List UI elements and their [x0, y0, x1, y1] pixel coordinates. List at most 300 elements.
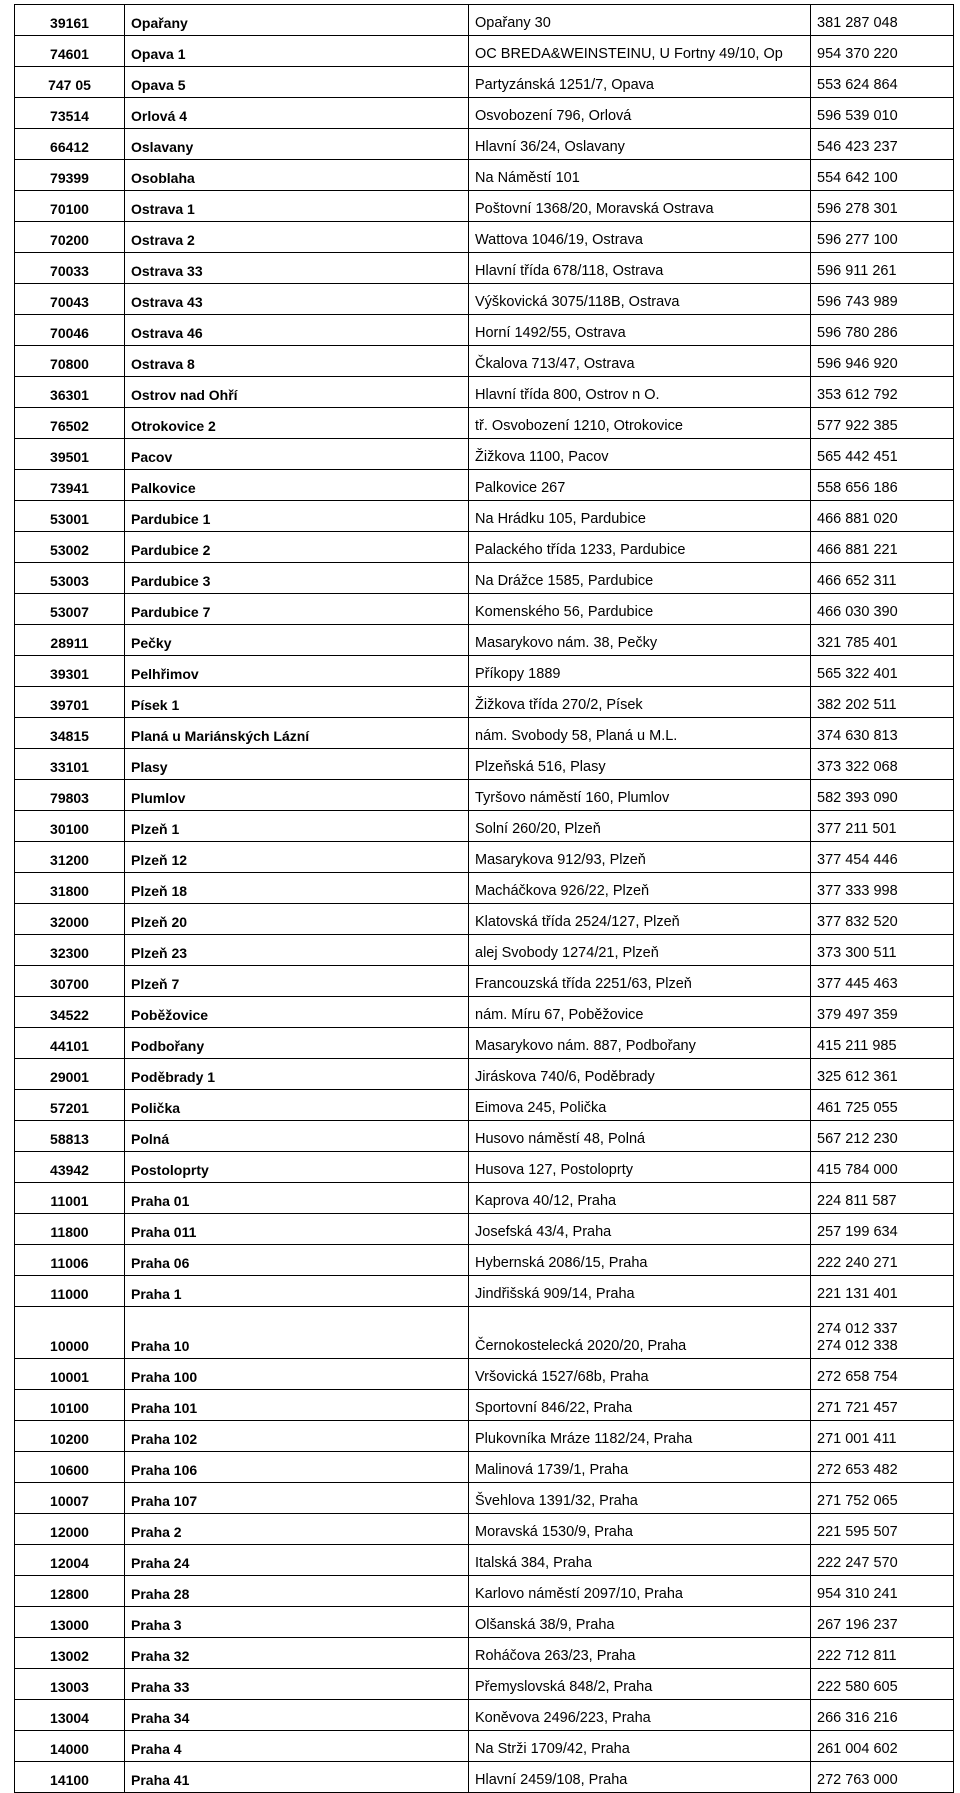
office-name-cell: Polná [125, 1121, 469, 1152]
table-row [15, 315, 954, 346]
office-name-cell: Plzeň 23 [125, 935, 469, 966]
phone-number: 466 652 311 [817, 573, 897, 589]
phone-number: 415 784 000 [817, 1162, 898, 1178]
office-name-cell: Praha 01 [125, 1183, 469, 1214]
phone-cell [811, 1390, 954, 1421]
phone-cell [811, 904, 954, 935]
phone-cell [811, 1421, 954, 1452]
office-name-cell: Praha 2 [125, 1514, 469, 1545]
office-name-cell: Plzeň 12 [125, 842, 469, 873]
office-name-cell: Praha 100 [125, 1359, 469, 1390]
postal-code-cell: 11006 [15, 1245, 125, 1276]
phone-cell [811, 191, 954, 222]
office-name-cell: Ostrava 43 [125, 284, 469, 315]
office-name-cell: Ostrava 33 [125, 253, 469, 284]
table-row [15, 594, 954, 625]
table-row [15, 1059, 954, 1090]
office-name-cell: Praha 106 [125, 1452, 469, 1483]
address-cell: Hlavní 2459/108, Praha [469, 1762, 811, 1793]
address-cell: Eimova 245, Polička [469, 1090, 811, 1121]
table-row [15, 439, 954, 470]
phone-number: 466 881 020 [817, 511, 898, 527]
phone-number: 558 656 186 [817, 480, 898, 496]
postal-code-cell: 70800 [15, 346, 125, 377]
phone-number: 596 743 989 [817, 294, 898, 310]
phone-cell [811, 1762, 954, 1793]
office-name-cell: Praha 32 [125, 1638, 469, 1669]
phone-cell [811, 1638, 954, 1669]
phone-number: 271 001 411 [817, 1431, 897, 1447]
postal-code-cell: 34522 [15, 997, 125, 1028]
phone-number: 221 131 401 [817, 1286, 898, 1302]
address-cell: nám. Míru 67, Poběžovice [469, 997, 811, 1028]
phone-cell [811, 346, 954, 377]
postal-code-cell: 76502 [15, 408, 125, 439]
table-row [15, 873, 954, 904]
address-cell: Olšanská 38/9, Praha [469, 1607, 811, 1638]
address-cell: Roháčova 263/23, Praha [469, 1638, 811, 1669]
phone-cell [811, 718, 954, 749]
phone-number: 272 653 482 [817, 1462, 898, 1478]
office-name-cell: Poběžovice [125, 997, 469, 1028]
post-office-table [14, 4, 954, 1793]
phone-number: 373 300 511 [817, 945, 897, 961]
office-name-cell: Pardubice 2 [125, 532, 469, 563]
phone-number: 377 445 463 [817, 976, 898, 992]
office-name-cell: Pardubice 1 [125, 501, 469, 532]
table-row [15, 1576, 954, 1607]
table-row [15, 1545, 954, 1576]
postal-code-cell: 31200 [15, 842, 125, 873]
office-name-cell: Praha 28 [125, 1576, 469, 1607]
phone-cell [811, 1276, 954, 1307]
phone-cell [811, 935, 954, 966]
table-row [15, 842, 954, 873]
phone-cell [811, 749, 954, 780]
address-cell: Hlavní 36/24, Oslavany [469, 129, 811, 160]
address-cell: Výškovická 3075/118B, Ostrava [469, 284, 811, 315]
phone-cell [811, 1214, 954, 1245]
postal-code-cell: 13002 [15, 1638, 125, 1669]
phone-cell [811, 1545, 954, 1576]
office-name-cell: Praha 102 [125, 1421, 469, 1452]
address-cell: Hlavní třída 800, Ostrov n O. [469, 377, 811, 408]
phone-number: 596 278 301 [817, 201, 898, 217]
table-row [15, 377, 954, 408]
phone-cell [811, 997, 954, 1028]
office-name-cell: Pardubice 3 [125, 563, 469, 594]
postal-code-cell: 32000 [15, 904, 125, 935]
table-row [15, 780, 954, 811]
office-name-cell: Praha 41 [125, 1762, 469, 1793]
table-row [15, 408, 954, 439]
table-row [15, 1390, 954, 1421]
table-row [15, 1090, 954, 1121]
phone-number: 222 240 271 [817, 1255, 898, 1271]
phone-cell [811, 811, 954, 842]
phone-number: 954 310 241 [817, 1586, 898, 1602]
table-row [15, 470, 954, 501]
phone-cell [811, 873, 954, 904]
phone-number: 415 211 985 [817, 1038, 897, 1054]
postal-code-cell: 79803 [15, 780, 125, 811]
table-row [15, 532, 954, 563]
phone-cell [811, 966, 954, 997]
phone-number: 222 580 605 [817, 1679, 898, 1695]
table-row [15, 5, 954, 36]
address-cell: Tyršovo náměstí 160, Plumlov [469, 780, 811, 811]
postal-code-cell: 44101 [15, 1028, 125, 1059]
office-name-cell: Orlová 4 [125, 98, 469, 129]
office-name-cell: Ostrava 8 [125, 346, 469, 377]
address-cell: Husova 127, Postoloprty [469, 1152, 811, 1183]
postal-code-cell: 747 05 [15, 67, 125, 98]
postal-code-cell: 13004 [15, 1700, 125, 1731]
office-name-cell: Ostrava 2 [125, 222, 469, 253]
office-name-cell: Praha 33 [125, 1669, 469, 1700]
postal-code-cell: 30100 [15, 811, 125, 842]
office-name-cell: Ostrov nad Ohří [125, 377, 469, 408]
office-name-cell: Podbořany [125, 1028, 469, 1059]
address-cell: Švehlova 1391/32, Praha [469, 1483, 811, 1514]
postal-code-cell: 66412 [15, 129, 125, 160]
postal-code-cell: 70043 [15, 284, 125, 315]
phone-cell [811, 1245, 954, 1276]
office-name-cell: Praha 107 [125, 1483, 469, 1514]
phone-cell [811, 1028, 954, 1059]
office-name-cell: Praha 06 [125, 1245, 469, 1276]
office-name-cell: Planá u Mariánských Lázní [125, 718, 469, 749]
phone-number: 565 442 451 [817, 449, 898, 465]
postal-code-cell: 14000 [15, 1731, 125, 1762]
table-row [15, 1700, 954, 1731]
postal-code-cell: 33101 [15, 749, 125, 780]
table-row [15, 98, 954, 129]
office-name-cell: Opařany [125, 5, 469, 36]
phone-number: 353 612 792 [817, 387, 898, 403]
postal-code-cell: 73941 [15, 470, 125, 501]
office-name-cell: Opava 5 [125, 67, 469, 98]
phone-cell [811, 1731, 954, 1762]
postal-code-cell: 31800 [15, 873, 125, 904]
address-cell: Sportovní 846/22, Praha [469, 1390, 811, 1421]
phone-number: 567 212 230 [817, 1131, 898, 1147]
office-name-cell: Palkovice [125, 470, 469, 501]
phone-number: 954 370 220 [817, 46, 898, 62]
office-name-cell: Plzeň 1 [125, 811, 469, 842]
office-name-cell: Praha 101 [125, 1390, 469, 1421]
phone-number: 377 832 520 [817, 914, 898, 930]
postal-code-cell: 12004 [15, 1545, 125, 1576]
table-row [15, 129, 954, 160]
postal-code-cell: 53001 [15, 501, 125, 532]
address-cell: Masarykova 912/93, Plzeň [469, 842, 811, 873]
postal-code-cell: 30700 [15, 966, 125, 997]
office-name-cell: Plumlov [125, 780, 469, 811]
office-name-cell: Poděbrady 1 [125, 1059, 469, 1090]
phone-cell [811, 160, 954, 191]
phone-number: 325 612 361 [817, 1069, 898, 1085]
address-cell: Solní 260/20, Plzeň [469, 811, 811, 842]
phone-number: 222 712 811 [817, 1648, 897, 1664]
postal-code-cell: 36301 [15, 377, 125, 408]
phone-number: 577 922 385 [817, 418, 898, 434]
table-row [15, 1762, 954, 1793]
postal-code-cell: 10200 [15, 1421, 125, 1452]
phone-number: 272 763 000 [817, 1772, 898, 1788]
address-cell: Palackého třída 1233, Pardubice [469, 532, 811, 563]
address-cell: Žižkova třída 270/2, Písek [469, 687, 811, 718]
address-cell: Na Strži 1709/42, Praha [469, 1731, 811, 1762]
office-name-cell: Ostrava 46 [125, 315, 469, 346]
address-cell: Plzeňská 516, Plasy [469, 749, 811, 780]
phone-cell [811, 1700, 954, 1731]
address-cell: Italská 384, Praha [469, 1545, 811, 1576]
phone-number: 596 911 261 [817, 263, 897, 279]
phone-number: 222 247 570 [817, 1555, 898, 1571]
table-row [15, 1245, 954, 1276]
postal-code-cell: 39701 [15, 687, 125, 718]
postal-code-cell: 12800 [15, 1576, 125, 1607]
table-row [15, 687, 954, 718]
table-row [15, 1152, 954, 1183]
phone-cell [811, 1452, 954, 1483]
table-row [15, 1669, 954, 1700]
office-name-cell: Praha 3 [125, 1607, 469, 1638]
address-cell: Masarykovo nám. 887, Podbořany [469, 1028, 811, 1059]
table-body [15, 5, 954, 1793]
phone-number: 466 881 221 [817, 542, 898, 558]
table-row [15, 811, 954, 842]
address-cell: Vršovická 1527/68b, Praha [469, 1359, 811, 1390]
table-row [15, 160, 954, 191]
address-cell: Husovo náměstí 48, Polná [469, 1121, 811, 1152]
address-cell: Karlovo náměstí 2097/10, Praha [469, 1576, 811, 1607]
postal-code-cell: 39501 [15, 439, 125, 470]
address-cell: Macháčkova 926/22, Plzeň [469, 873, 811, 904]
phone-number: 596 539 010 [817, 108, 898, 124]
postal-code-cell: 11001 [15, 1183, 125, 1214]
table-row [15, 1638, 954, 1669]
phone-number: 546 423 237 [817, 139, 898, 155]
phone-number: 461 725 055 [817, 1100, 898, 1116]
phone-cell [811, 1514, 954, 1545]
address-cell: Opařany 30 [469, 5, 811, 36]
table-row [15, 1028, 954, 1059]
office-name-cell: Postoloprty [125, 1152, 469, 1183]
table-row [15, 904, 954, 935]
phone-cell [811, 253, 954, 284]
phone-number: 596 277 100 [817, 232, 898, 248]
address-cell: alej Svobody 1274/21, Plzeň [469, 935, 811, 966]
table-row [15, 1514, 954, 1545]
phone-number: 271 721 457 [817, 1400, 898, 1416]
table-row [15, 253, 954, 284]
office-name-cell: Praha 1 [125, 1276, 469, 1307]
table-row [15, 284, 954, 315]
phone-cell [811, 36, 954, 67]
phone-cell [811, 222, 954, 253]
table-row [15, 191, 954, 222]
phone-cell [811, 625, 954, 656]
table-row [15, 935, 954, 966]
phone-cell [811, 1121, 954, 1152]
phone-number: 466 030 390 [817, 604, 898, 620]
address-cell: Kaprova 40/12, Praha [469, 1183, 811, 1214]
address-cell: Na Drážce 1585, Pardubice [469, 563, 811, 594]
phone-cell [811, 1669, 954, 1700]
postal-code-cell: 53007 [15, 594, 125, 625]
office-name-cell: Písek 1 [125, 687, 469, 718]
postal-code-cell: 39161 [15, 5, 125, 36]
address-cell: OC BREDA&WEINSTEINU, U Fortny 49/10, Op [469, 36, 811, 67]
phone-number: 377 454 446 [817, 852, 898, 868]
address-cell: Přemyslovská 848/2, Praha [469, 1669, 811, 1700]
table-row [15, 718, 954, 749]
table-row [15, 36, 954, 67]
address-cell: tř. Osvobození 1210, Otrokovice [469, 408, 811, 439]
office-name-cell: Praha 011 [125, 1214, 469, 1245]
phone-number: 274 012 337 [817, 1321, 898, 1337]
address-cell: Komenského 56, Pardubice [469, 594, 811, 625]
phone-number: 274 012 338 [817, 1338, 898, 1354]
table-row [15, 1276, 954, 1307]
postal-code-cell: 70100 [15, 191, 125, 222]
phone-cell [811, 1152, 954, 1183]
phone-cell [811, 1183, 954, 1214]
office-name-cell: Praha 10 [125, 1307, 469, 1359]
office-name-cell: Opava 1 [125, 36, 469, 67]
address-cell: Na Hrádku 105, Pardubice [469, 501, 811, 532]
office-name-cell: Ostrava 1 [125, 191, 469, 222]
postal-code-cell: 74601 [15, 36, 125, 67]
address-cell: Malinová 1739/1, Praha [469, 1452, 811, 1483]
phone-cell [811, 315, 954, 346]
phone-number: 379 497 359 [817, 1007, 898, 1023]
postal-code-cell: 70200 [15, 222, 125, 253]
phone-cell [811, 98, 954, 129]
phone-number: 271 752 065 [817, 1493, 898, 1509]
table-row [15, 1214, 954, 1245]
phone-cell [811, 129, 954, 160]
postal-code-cell: 10007 [15, 1483, 125, 1514]
phone-cell [811, 842, 954, 873]
postal-code-cell: 70033 [15, 253, 125, 284]
address-cell: Hybernská 2086/15, Praha [469, 1245, 811, 1276]
phone-number: 373 322 068 [817, 759, 898, 775]
address-cell: Partyzánská 1251/7, Opava [469, 67, 811, 98]
phone-cell [811, 439, 954, 470]
address-cell: Hlavní třída 678/118, Ostrava [469, 253, 811, 284]
phone-cell [811, 408, 954, 439]
phone-number: 596 780 286 [817, 325, 898, 341]
phone-number: 382 202 511 [817, 697, 897, 713]
postal-code-cell: 39301 [15, 656, 125, 687]
phone-number: 261 004 602 [817, 1741, 898, 1757]
postal-code-cell: 28911 [15, 625, 125, 656]
postal-code-cell: 70046 [15, 315, 125, 346]
postal-code-cell: 32300 [15, 935, 125, 966]
phone-number: 221 595 507 [817, 1524, 898, 1540]
address-cell: Francouzská třída 2251/63, Plzeň [469, 966, 811, 997]
phone-cell [811, 1059, 954, 1090]
address-cell: Na Náměstí 101 [469, 160, 811, 191]
phone-cell [811, 1359, 954, 1390]
postal-code-cell: 14100 [15, 1762, 125, 1793]
phone-number: 266 316 216 [817, 1710, 898, 1726]
postal-code-cell: 79399 [15, 160, 125, 191]
table-row [15, 1483, 954, 1514]
table-row [15, 625, 954, 656]
table-row [15, 1359, 954, 1390]
postal-code-cell: 10001 [15, 1359, 125, 1390]
phone-cell [811, 284, 954, 315]
address-cell: Osvobození 796, Orlová [469, 98, 811, 129]
table-row [15, 563, 954, 594]
address-cell: Poštovní 1368/20, Moravská Ostrava [469, 191, 811, 222]
phone-cell [811, 1307, 954, 1359]
office-name-cell: Otrokovice 2 [125, 408, 469, 439]
postal-code-cell: 29001 [15, 1059, 125, 1090]
postal-code-cell: 11000 [15, 1276, 125, 1307]
office-name-cell: Pečky [125, 625, 469, 656]
phone-cell [811, 1607, 954, 1638]
postal-code-cell: 12000 [15, 1514, 125, 1545]
table-row [15, 749, 954, 780]
phone-number: 381 287 048 [817, 15, 898, 31]
table-row [15, 1421, 954, 1452]
address-cell: Jiráskova 740/6, Poděbrady [469, 1059, 811, 1090]
address-cell: Horní 1492/55, Ostrava [469, 315, 811, 346]
phone-number: 565 322 401 [817, 666, 898, 682]
table-row [15, 1307, 954, 1359]
address-cell: Jindřišská 909/14, Praha [469, 1276, 811, 1307]
postal-code-cell: 57201 [15, 1090, 125, 1121]
address-cell: Příkopy 1889 [469, 656, 811, 687]
office-name-cell: Plasy [125, 749, 469, 780]
office-name-cell: Praha 24 [125, 1545, 469, 1576]
phone-cell [811, 470, 954, 501]
address-cell: Žižkova 1100, Pacov [469, 439, 811, 470]
table-row [15, 966, 954, 997]
phone-cell [811, 5, 954, 36]
phone-number: 224 811 587 [817, 1193, 897, 1209]
office-name-cell: Pardubice 7 [125, 594, 469, 625]
postal-code-cell: 34815 [15, 718, 125, 749]
phone-number: 553 624 864 [817, 77, 898, 93]
address-cell: Wattova 1046/19, Ostrava [469, 222, 811, 253]
phone-cell [811, 1576, 954, 1607]
phone-number: 257 199 634 [817, 1224, 898, 1240]
postal-code-cell: 10600 [15, 1452, 125, 1483]
address-cell: Palkovice 267 [469, 470, 811, 501]
phone-cell [811, 501, 954, 532]
phone-cell [811, 594, 954, 625]
address-cell: Čkalova 713/47, Ostrava [469, 346, 811, 377]
phone-cell [811, 687, 954, 718]
phone-cell [811, 1090, 954, 1121]
phone-cell [811, 1483, 954, 1514]
address-cell: Klatovská třída 2524/127, Plzeň [469, 904, 811, 935]
postal-code-cell: 73514 [15, 98, 125, 129]
office-name-cell: Plzeň 20 [125, 904, 469, 935]
postal-code-cell: 58813 [15, 1121, 125, 1152]
phone-cell [811, 377, 954, 408]
table-row [15, 1731, 954, 1762]
table-row [15, 997, 954, 1028]
postal-code-cell: 53003 [15, 563, 125, 594]
office-name-cell: Praha 4 [125, 1731, 469, 1762]
